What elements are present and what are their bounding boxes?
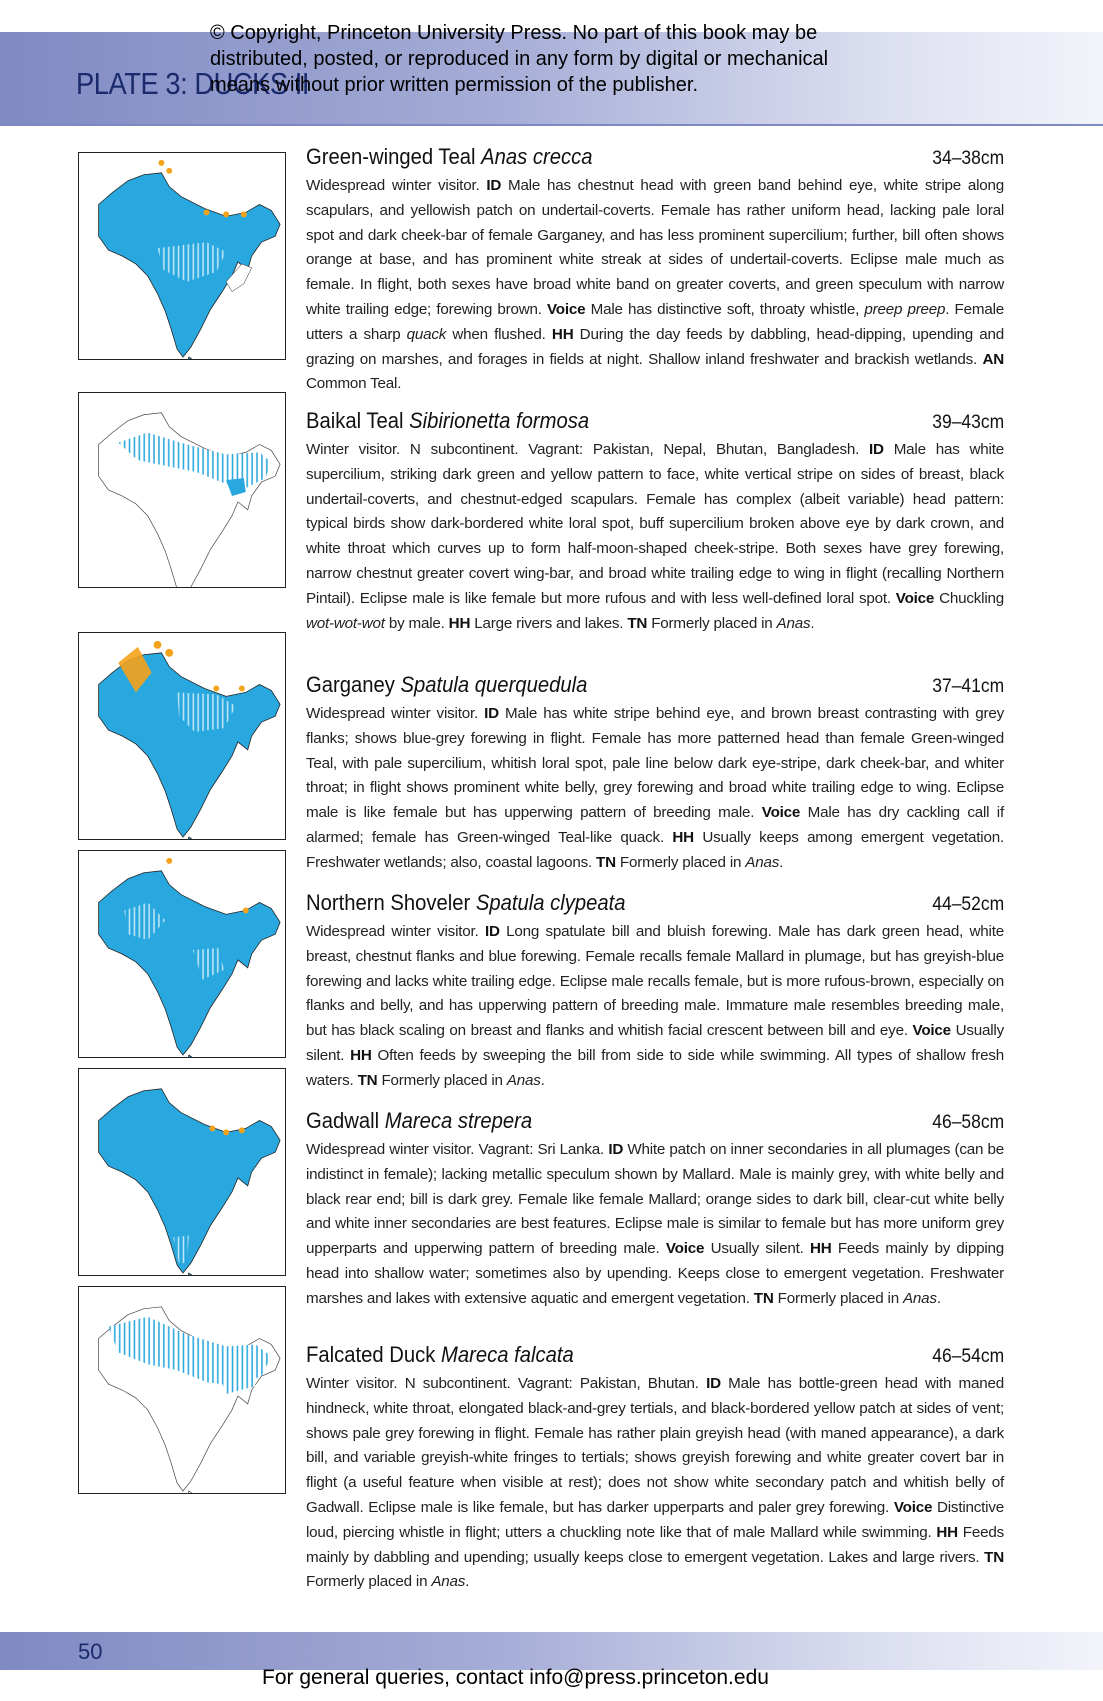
field-label: ID: [484, 923, 500, 940]
species-description: [306, 1372, 1004, 1595]
field-label: HH: [672, 828, 694, 846]
common-name: Northern Shoveler: [306, 890, 471, 915]
common-name: Baikal Teal: [306, 408, 404, 433]
description-text: White patch on inner secondaries in all plumages (can be indistinct in female); lacking metallic speculum shown by Mallard. Male is mainly grey, with white belly and black rear end; bill is dark grey. Female like female Mallard; orange sides to dark bill, clear-cut white belly and white inner secondaries are best features. Eclipse male is similar to female but has more uniform grey upperparts and upperwing pattern of breeding male.: [306, 1141, 1004, 1258]
field-label: HH: [448, 614, 471, 632]
description-text: when flushed.: [446, 325, 552, 343]
species-header: [306, 890, 1004, 920]
species-description: [306, 920, 1004, 1094]
range-map-gadwall: [78, 1068, 286, 1276]
description-text: Male has white stripe behind eye, and brown breast contrasting with grey flanks; shows blue-grey forewing in flight. Female has more patterned head than female Green-winged Teal, with pale supercilium, whitish loral spot, pale line below dark eye-stripe, dark cheek-bar, and whiter throat; in flight shows prominent white belly, grey forewing and broad white trailing edge to wing. Eclipse male is like female but has upperwing pattern of breeding male.: [306, 705, 1005, 822]
field-label: Voice: [912, 1022, 951, 1040]
species-header: [306, 408, 1004, 438]
field-label: HH: [809, 1240, 832, 1258]
italic-term: Anas: [431, 1573, 466, 1591]
common-name: Gadwall: [306, 1108, 380, 1133]
field-label: TN: [357, 1071, 378, 1089]
description-text: Formerly placed in: [773, 1289, 903, 1307]
species-entry: [306, 1342, 1004, 1595]
description-text: Male has dry cackling call if alarmed; female has Green-winged Teal-like quack.: [306, 804, 1004, 846]
field-label: ID: [706, 1375, 721, 1392]
species-entry: [306, 1108, 1004, 1312]
size-range: 46–54cm: [932, 1346, 1004, 1367]
italic-term: quack: [406, 325, 447, 343]
size-range: 44–52cm: [932, 894, 1004, 915]
field-label: Voice: [895, 589, 935, 607]
size-range: 46–58cm: [932, 1112, 1004, 1133]
field-label: Voice: [665, 1240, 705, 1258]
description-text: Large rivers and lakes.: [470, 614, 628, 632]
field-label: ID: [484, 705, 499, 722]
scientific-name: Spatula clypeata: [475, 890, 626, 915]
field-label: AN: [982, 350, 1004, 368]
italic-term: Anas: [745, 853, 780, 871]
field-label: TN: [596, 853, 616, 871]
description-text: . Female utters a sharp: [306, 300, 1004, 343]
description-text: Formerly placed in: [306, 1573, 432, 1591]
description-text: Widespread winter visitor. Vagrant: Sri Lanka.: [306, 1141, 609, 1158]
species-description: [306, 174, 1004, 397]
description-text: .: [540, 1071, 545, 1089]
footer-band: [0, 1632, 1103, 1670]
description-text: Formerly placed in: [615, 853, 746, 871]
description-text: Formerly placed in: [647, 614, 777, 632]
description-text: Winter visitor. N subcontinent. Vagrant: Pakistan, Nepal, Bhutan, Bangladesh.: [306, 441, 870, 458]
description-text: Feeds mainly by dipping head into shallow water; sometimes also by upending. Keeps close to emergent vegetation. Freshwater marshes and lakes with extensive aquatic and emergent vegetation.: [306, 1240, 1005, 1307]
description-text: Feeds mainly by dabbling and upending; usually keeps close to emergent vegetation. Lakes and large rivers.: [306, 1523, 1005, 1566]
size-range: 34–38cm: [932, 148, 1004, 169]
description-text: Formerly placed in: [377, 1071, 507, 1089]
plate-title: PLATE 3: DUCKS II: [76, 66, 310, 101]
field-label: Voice: [547, 300, 586, 318]
description-text: .: [779, 853, 784, 871]
common-name: Green-winged Teal: [306, 144, 476, 169]
species-header: [306, 144, 1004, 174]
species-description: [306, 1138, 1004, 1312]
footer-contact: For general queries, contact info@press.princeton.edu: [262, 1666, 769, 1689]
field-label: HH: [350, 1046, 372, 1064]
italic-term: Anas: [506, 1071, 541, 1089]
italic-term: Anas: [776, 614, 811, 632]
field-label: HH: [936, 1523, 958, 1541]
field-label: Voice: [761, 804, 801, 822]
common-name: Falcated Duck: [306, 1342, 436, 1367]
range-map-baikal-teal: [78, 392, 286, 588]
range-map-northern-shoveler: [78, 850, 286, 1058]
size-range: 39–43cm: [932, 412, 1004, 433]
description-text: .: [465, 1573, 470, 1591]
scientific-name: Sibirionetta formosa: [409, 408, 590, 433]
field-label: ID: [608, 1141, 624, 1158]
copyright-line: means without prior written permission of the publisher.: [210, 74, 699, 96]
description-text: Chuckling: [934, 589, 1004, 607]
description-text: Distinctive loud, piercing whistle in flight; utters a chuckling note like that of male Mallard while swimming.: [306, 1498, 1004, 1541]
description-text: Widespread winter visitor.: [306, 923, 485, 940]
field-label: ID: [486, 177, 502, 194]
field-label: TN: [984, 1548, 1004, 1566]
description-text: Usually silent.: [704, 1240, 810, 1258]
description-text: .: [810, 614, 815, 632]
italic-term: preep preep: [864, 300, 946, 318]
range-map-falcated-duck: [78, 1286, 286, 1494]
species-entry: [306, 890, 1004, 1094]
description-text: by male.: [384, 614, 449, 632]
species-header: [306, 1108, 1004, 1138]
italic-term: wot-wot-wot: [306, 614, 385, 632]
field-label: ID: [869, 441, 884, 458]
field-label: Voice: [893, 1498, 933, 1516]
description-text: During the day feeds by dabbling, head-dipping, upending and grazing on marshes, and forages in fields at night. Shallow inland freshwater and brackish wetlands.: [306, 325, 1004, 368]
species-entry: [306, 144, 1004, 397]
italic-term: Anas: [902, 1289, 937, 1307]
header-rule: [0, 124, 1103, 126]
field-label: TN: [627, 614, 648, 632]
common-name: Garganey: [306, 672, 395, 697]
description-text: Male has white supercilium, striking dark green and yellow pattern to face, white vertical stripe on sides of breast, black undertail-coverts, and chestnut-edged scapulars. Female has complex (albeit variable) head pattern: typical birds show dark-bordered white loral spot, buff supercilium broken above eye by dark crown, and white throat which curves up to form half-moon-shaped cheek-stripe. Both sexes have grey forewing, narrow chestnut greater covert wing-bar, and broad white trailing edge to wing in flight (recalling Northern Pintail). Eclipse male is like female but more rufous and with less well-defined loral spot.: [306, 441, 1004, 607]
copyright-line: © Copyright, Princeton University Press. No part of this book may be: [210, 22, 818, 44]
species-entry: [306, 672, 1004, 876]
description-text: Male has bottle-green head with maned hindneck, white throat, elongated black-and-grey tertials, and black-bordered yellow patch at sides of vent; shows pale grey forewing in flight. Female has rather plain greyish head (with maned appearance), a dark bill, and variable greyish-white fringes to tertials; shows greyish forewing and white greater covert bar in flight (a useful feature when visible at rest); does not show white secondary patch and whitish belly of Gadwall. Eclipse male is like female, but has darker upperparts and paler grey forewing.: [306, 1375, 1004, 1516]
species-header: [306, 1342, 1004, 1372]
field-label: TN: [753, 1289, 774, 1307]
range-map-garganey: [78, 632, 286, 840]
scientific-name: Spatula querquedula: [400, 672, 588, 697]
description-text: Common Teal.: [306, 375, 402, 393]
species-description: [306, 702, 1004, 876]
description-text: Male has distinctive soft, throaty whistle,: [585, 300, 865, 318]
description-text: Usually silent.: [306, 1022, 1004, 1064]
species-description: [306, 438, 1004, 636]
description-text: Long spatulate bill and bluish forewing. Male has dark green head, white breast, chestnut flanks and blue forewing. Female recalls female Mallard in plumage, but has greyish-blue forewing and lacks white trailing edge. Eclipse male recalls female, but is more rufous-brown, especially on flanks and belly, and has upperwing pattern of breeding male. Immature male resembles breeding male, but has black scaling on breast and flanks and whitish facial crescent between bill and eye.: [306, 923, 1004, 1040]
copyright-line: distributed, posted, or reproduced in any form by digital or mechanical: [210, 48, 829, 70]
field-label: HH: [551, 325, 574, 343]
description-text: Usually keeps among emergent vegetation. Freshwater wetlands; also, coastal lagoons.: [306, 828, 1004, 871]
species-entry: [306, 408, 1004, 636]
scientific-name: Mareca strepera: [384, 1108, 533, 1133]
range-map-green-winged-teal: [78, 152, 286, 360]
description-text: Winter visitor. N subcontinent. Vagrant: Pakistan, Bhutan.: [306, 1375, 707, 1392]
species-header: [306, 672, 1004, 702]
description-text: Often feeds by sweeping the bill from side to side while swimming. All types of shallow fresh waters.: [306, 1046, 1005, 1089]
description-text: Widespread winter visitor.: [306, 705, 485, 722]
copyright-notice: [210, 20, 910, 98]
description-text: Widespread winter visitor.: [306, 177, 487, 194]
scientific-name: Anas crecca: [481, 144, 593, 169]
description-text: Male has chestnut head with green band behind eye, white stripe along scapulars, and yellowish patch on undertail-coverts. Female has rather uniform head, lacking pale loral spot and dark cheek-bar of female Garganey, and has less prominent supercilium; further, bill often shows orange at base, and has prominent white streak at sides of undertail-coverts. Eclipse male much as female. In flight, both sexes have broad white band on greater coverts, and green speculum with narrow white trailing edge; forewing brown.: [306, 177, 1004, 318]
size-range: 37–41cm: [932, 676, 1004, 697]
description-text: .: [936, 1289, 941, 1307]
page-number: 50: [78, 1639, 103, 1664]
scientific-name: Mareca falcata: [441, 1342, 574, 1367]
